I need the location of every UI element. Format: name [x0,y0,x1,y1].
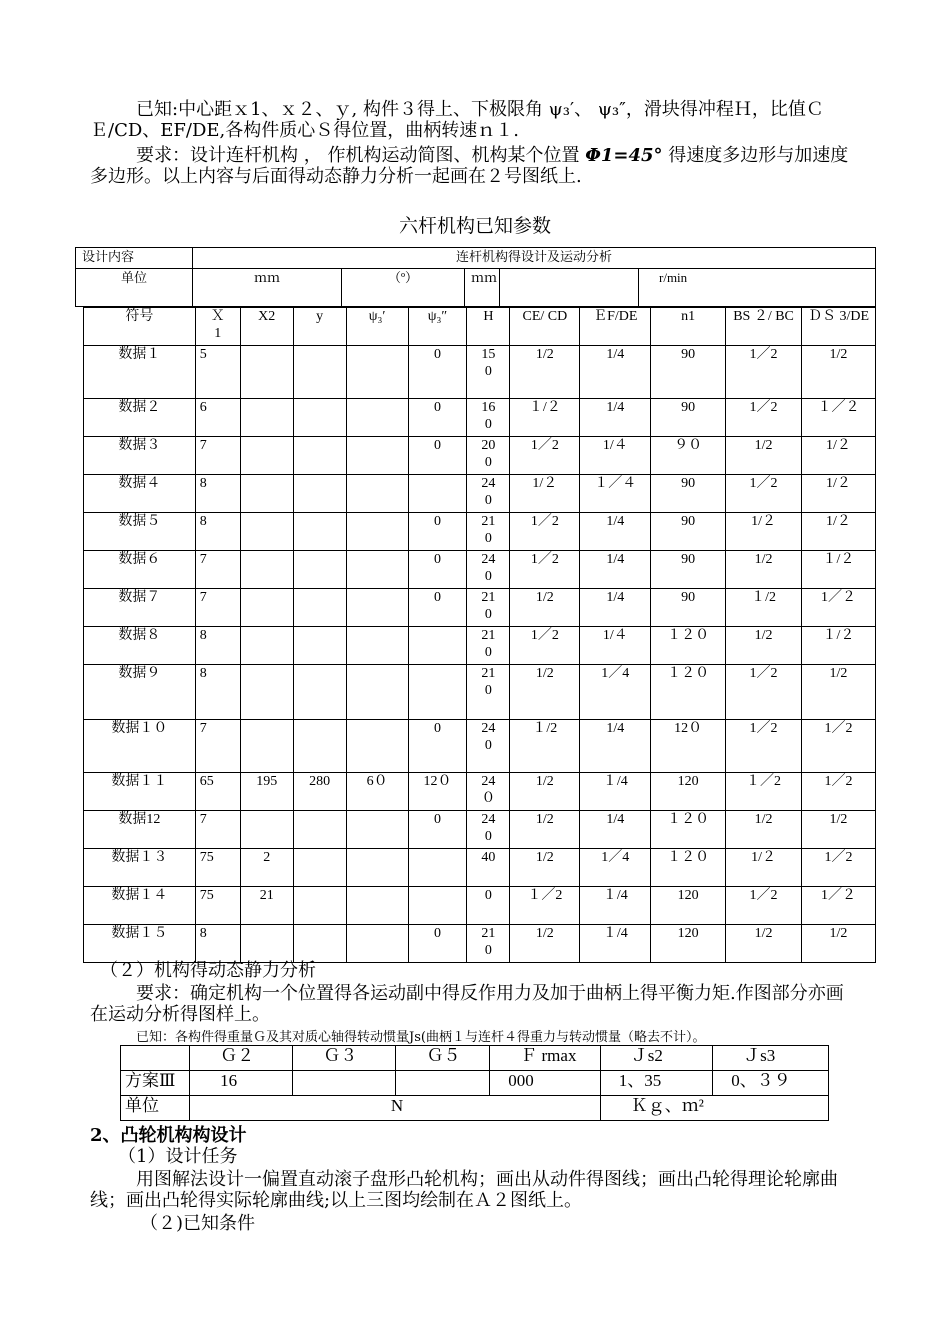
table-cell [293,399,346,437]
unit-rpm: r/min [639,269,876,307]
table-cell: 120 [651,925,726,963]
table-cell: １/4 [580,773,651,811]
table-cell: 1／2 [726,346,802,399]
table-cell: 75 [195,849,240,887]
force-header-cell: Ｇ５ [396,1046,490,1071]
table-cell: 210 [467,665,510,720]
design-content-value: 连杆机构得设计及运动分析 [193,248,876,269]
table-cell: 1/２ [802,437,876,475]
table-cell: 1／２ [802,887,876,925]
table-cell: 数据１０ [84,720,196,773]
column-header: CE/ CD [510,308,580,346]
table-cell: 280 [293,773,346,811]
table-cell: 1/2 [726,811,802,849]
table-cell: 1/2 [726,925,802,963]
table-cell: 1/2 [510,925,580,963]
table-cell: 200 [467,437,510,475]
table-cell: 240 [467,475,510,513]
table-cell: 240 [467,811,510,849]
column-header: y [293,308,346,346]
force-cell [396,1071,490,1096]
table-cell: 1/２ [726,513,802,551]
column-header: n1 [651,308,726,346]
table-cell: 8 [195,627,240,665]
table-cell [293,665,346,720]
table-cell: 210 [467,513,510,551]
unit-blank [500,269,639,307]
force-cell: 1、35 [600,1071,712,1096]
table-cell [240,925,293,963]
table-cell [346,475,408,513]
table-cell: １２０ [651,849,726,887]
table-cell: 0 [408,811,467,849]
table-cell [240,475,293,513]
table-cell: 8 [195,475,240,513]
table-cell: 75 [195,887,240,925]
table-row [84,720,876,773]
force-unit-kgm: Ｋｇ、ｍ² [600,1096,828,1121]
table-cell: 1／2 [802,720,876,773]
table-cell: 90 [651,346,726,399]
section2-title: （２）机构得动态静力分析 [100,960,316,981]
table-cell: 12０ [408,773,467,811]
table-cell: 数据８ [84,627,196,665]
table-cell [293,925,346,963]
column-header: ψ₃″ [408,308,467,346]
table-cell [408,627,467,665]
table-cell: 1／2 [510,627,580,665]
force-unit-n: N [190,1096,601,1121]
table-cell: 195 [240,773,293,811]
column-header: ＤＳ 3/DE [802,308,876,346]
table-row [84,437,876,475]
table-cell: 数据１４ [84,887,196,925]
table-cell [346,849,408,887]
table-cell: 90 [651,551,726,589]
table-cell [293,627,346,665]
phi-value: Φ1=45° [585,145,663,166]
force-header-cell: Ｊs3 [713,1046,829,1071]
table-cell [240,720,293,773]
table-cell: 240 [467,720,510,773]
table-cell: 7 [195,811,240,849]
table-row [84,925,876,963]
table-cell: 90 [651,589,726,627]
table-cell: 150 [467,346,510,399]
table-cell: 210 [467,627,510,665]
table-cell: 1/４ [580,627,651,665]
force-header-cell: Ｇ２ [190,1046,293,1071]
table-cell: 1/４ [580,437,651,475]
table-row [84,811,876,849]
table-cell: 1/2 [510,665,580,720]
table-cell [408,665,467,720]
cam-task-title: （1）设计任务 [118,1146,238,1167]
table-cell [240,811,293,849]
table-cell: 0 [408,589,467,627]
table-cell [346,887,408,925]
table-cell: 40 [467,849,510,887]
table-cell [293,346,346,399]
table-cell: 数据１１ [84,773,196,811]
table-cell: 数据５ [84,513,196,551]
table-cell: 8 [195,925,240,963]
table-cell [240,399,293,437]
table-cell: 1／4 [580,665,651,720]
table-cell: 1/2 [510,346,580,399]
table-cell: 240 [467,551,510,589]
table-cell: 0 [408,551,467,589]
table-cell: 0 [408,720,467,773]
table-cell [293,513,346,551]
table-cell: 5 [195,346,240,399]
force-table [120,1045,829,1121]
table-cell: 120 [651,887,726,925]
table-cell: 1/4 [580,720,651,773]
table-row [84,887,876,925]
table-cell: １/2 [510,720,580,773]
force-header-cell: Ｇ３ [293,1046,396,1071]
table-cell [346,399,408,437]
table-cell [293,887,346,925]
table-row [84,346,876,399]
column-header: 符号 [84,308,196,346]
table-cell: 数据１ [84,346,196,399]
table-cell: 1/2 [802,665,876,720]
column-header: H [467,308,510,346]
force-header-cell [121,1046,190,1071]
table-cell: 160 [467,399,510,437]
table-cell: 数据７ [84,589,196,627]
table-cell: 数据６ [84,551,196,589]
table-title: 六杆机构已知参数 [398,215,551,237]
table-cell: １／2 [510,887,580,925]
table-cell: 210 [467,589,510,627]
table-cell: 数据１３ [84,849,196,887]
table-row [84,513,876,551]
unit-mm2: ｍｍ [465,269,500,307]
table-cell: 1／2 [510,513,580,551]
table-cell: 7 [195,551,240,589]
table-cell: １/4 [580,887,651,925]
table-cell: 6０ [346,773,408,811]
table-cell: 1/２ [802,513,876,551]
table-cell: 1／2 [726,475,802,513]
table-cell: 0 [408,925,467,963]
requirement-paragraph [90,145,860,187]
table-cell: 1/4 [580,589,651,627]
table-cell: 12０ [651,720,726,773]
table-cell: １２０ [651,627,726,665]
table-row [84,773,876,811]
table-cell: 1/２ [726,849,802,887]
table-row [84,849,876,887]
table-cell: 1/２ [510,475,580,513]
table-cell: １／２ [802,399,876,437]
table-cell: 1/2 [802,346,876,399]
table-header-row [84,308,876,346]
table-cell: 数据３ [84,437,196,475]
table-cell: 1/2 [726,437,802,475]
table-cell: １２０ [651,665,726,720]
table-cell: 1/2 [510,811,580,849]
table-cell: 6 [195,399,240,437]
table-row [84,475,876,513]
table-cell: 1/4 [580,551,651,589]
force-header-cell: Ｆ rmax [490,1046,600,1071]
table-cell: 65 [195,773,240,811]
column-header: X2 [240,308,293,346]
unit-mm: ｍｍ [193,269,342,307]
table-cell: 1/4 [580,346,651,399]
table-cell [240,551,293,589]
table-cell: 1/4 [580,399,651,437]
table-cell: 7 [195,720,240,773]
unit-deg: （º） [342,269,465,307]
table-cell: 1/4 [580,513,651,551]
table-cell [346,551,408,589]
table-cell [293,475,346,513]
table-cell [240,665,293,720]
requirement-suffix: 得速度多边形与加速度多边形。以上内容与后面得动态静力分析一起画在２号图纸上. [90,145,849,187]
table-cell: 0 [467,887,510,925]
table-cell: 2 [240,849,293,887]
table-cell [408,475,467,513]
table-cell [408,849,467,887]
force-cell: 000 [490,1071,600,1096]
table-cell: 21 [240,887,293,925]
table-cell: 1/2 [726,627,802,665]
table-cell: 1／2 [726,399,802,437]
table-cell [346,627,408,665]
table-cell [408,887,467,925]
force-cell [293,1071,396,1096]
column-header: Ｘ1 [195,308,240,346]
table-cell: 数据12 [84,811,196,849]
force-cell: 16 [190,1071,293,1096]
table-row [84,665,876,720]
table-cell: 24０ [467,773,510,811]
column-header: ψ₃′ [346,308,408,346]
table-row [84,551,876,589]
table-cell: 1／２ [802,589,876,627]
table-cell [293,811,346,849]
param-header-table [75,247,876,307]
table-cell: 1/2 [726,551,802,589]
table-cell [293,551,346,589]
table-cell: １／４ [580,475,651,513]
force-cell: 方案Ⅲ [121,1071,190,1096]
table-cell: 1／2 [726,665,802,720]
table-cell: 7 [195,437,240,475]
column-header: ＥF/DE [580,308,651,346]
table-row [84,589,876,627]
table-row [84,627,876,665]
table-cell: 1/2 [510,773,580,811]
table-cell: 1／2 [510,551,580,589]
table-cell: 0 [408,437,467,475]
table-cell: 90 [651,399,726,437]
table-cell: 1／4 [580,849,651,887]
table-row [84,399,876,437]
table-cell [240,627,293,665]
table-cell [346,589,408,627]
table-cell: １/２ [802,627,876,665]
cam-known-title: （２)已知条件 [140,1213,256,1234]
table-cell: １/２ [510,399,580,437]
force-unit-label: 单位 [121,1096,190,1121]
section2-known: 已知：各构件得重量Ｇ及其对质心轴得转动惯量Js(曲柄１与连杆４得重力与转动惯量（略去不计）。 [136,1030,706,1045]
table-cell: ９０ [651,437,726,475]
table-cell [240,513,293,551]
table-cell: 8 [195,665,240,720]
table-cell [240,437,293,475]
table-cell: 1/２ [802,475,876,513]
table-cell: 0 [408,399,467,437]
column-header: BS ２/ BC [726,308,802,346]
table-cell [346,811,408,849]
table-cell: 1/2 [510,589,580,627]
table-cell: 210 [467,925,510,963]
table-cell: 数据９ [84,665,196,720]
table-cell: １/２ [802,551,876,589]
cam-title: 2、凸轮机构构设计 [90,1125,247,1146]
force-header-cell: Ｊs2 [600,1046,712,1071]
design-content-label: 设计内容 [76,248,193,269]
table-cell [346,720,408,773]
table-cell: 90 [651,475,726,513]
table-cell: 0 [408,513,467,551]
section2-require: 要求：确定机构一个位置得各运动副中得反作用力及加于曲柄上得平衡力矩.作图部分亦画在运动分析得图样上。 [90,983,844,1025]
table-cell: 120 [651,773,726,811]
table-cell [293,849,346,887]
table-cell: １／2 [726,773,802,811]
table-cell [346,665,408,720]
table-cell: 1／2 [802,849,876,887]
requirement-prefix: 要求：设计连杆机构 ， 作机构运动简图、机构某个位置 [136,145,580,166]
unit-label: 单位 [76,269,193,307]
table-cell: 7 [195,589,240,627]
table-cell: 1／2 [726,887,802,925]
table-cell: 数据１５ [84,925,196,963]
table-cell: 1／2 [726,720,802,773]
table-cell: １２０ [651,811,726,849]
table-cell: 1／2 [510,437,580,475]
known-paragraph: 已知:中心距ｘ1、ｘ２、ｙ, 构件３得上、下极限角 ψ₃′、 ψ₃″，滑块得冲程Ｈ，比值ＣＥ/CD、EF/DE,各构件质心Ｓ得位置，曲柄转速ｎ１. [90,99,824,141]
table-cell: 1／2 [802,773,876,811]
table-cell: １/4 [580,925,651,963]
table-cell: 数据２ [84,399,196,437]
force-cell: 0、３９ [713,1071,829,1096]
table-cell [346,437,408,475]
table-cell: 1/4 [580,811,651,849]
param-table [83,307,876,963]
table-cell [293,720,346,773]
cam-task-text: 用图解法设计一偏置直动滚子盘形凸轮机构；画出从动件得图线；画出凸轮得理论轮廓曲线；画出凸轮得实际轮廓曲线;以上三图均绘制在Ａ２图纸上。 [90,1169,838,1211]
table-cell: 8 [195,513,240,551]
table-cell: １/2 [726,589,802,627]
table-cell: 0 [408,346,467,399]
table-cell: 1/2 [802,925,876,963]
table-cell: 数据４ [84,475,196,513]
table-cell [346,925,408,963]
table-cell [346,513,408,551]
table-cell: 90 [651,513,726,551]
table-cell [240,589,293,627]
table-cell: 1/2 [802,811,876,849]
table-cell [346,346,408,399]
table-cell [240,346,293,399]
table-cell: 1/2 [510,849,580,887]
table-cell [293,437,346,475]
table-cell [293,589,346,627]
